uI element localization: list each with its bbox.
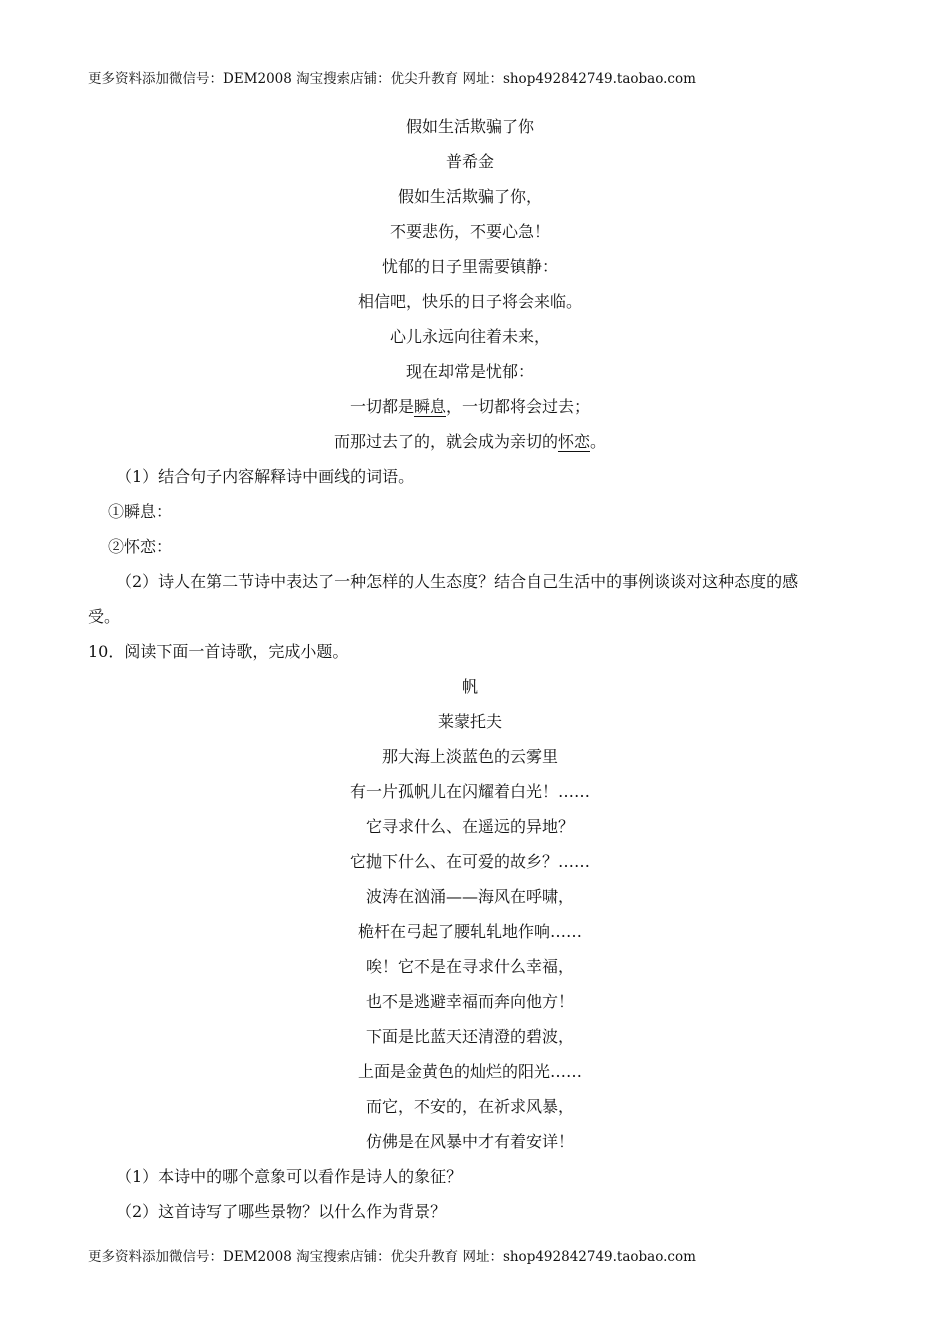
underlined-word: 怀恋 — [557, 432, 590, 451]
sub-question: （2）诗人在第二节诗中表达了一种怎样的人生态度？结合自己生活中的事例谈谈对这种态度的感 — [116, 572, 799, 591]
question-stem: 10．阅读下面一首诗歌，完成小题。 — [88, 642, 349, 661]
poem-line: 有一片孤帆儿在闪耀着白光！…… — [349, 782, 590, 801]
poem-author: 普希金 — [445, 152, 494, 171]
line-text: 而那过去了的，就会成为亲切的 — [333, 432, 558, 451]
page-footer: 更多资料添加微信号：DEM2008 淘宝搜索店铺：优尖升教育 网址：shop492842749.taobao.com — [88, 1249, 696, 1265]
poem-line: 桅杆在弓起了腰轧轧地作响…… — [357, 922, 582, 941]
line-text: ，一切都将会过去； — [446, 397, 591, 416]
sub-question-cont: 受。 — [88, 607, 121, 626]
question-9-parts — [0, 459, 950, 669]
poem-line: 假如生活欺骗了你， — [397, 187, 542, 206]
poem-line: 上面是金黄色的灿烂的阳光…… — [357, 1062, 582, 1081]
poem-line: 波涛在汹涌——海风在呼啸， — [365, 887, 574, 906]
poem-title: 假如生活欺骗了你 — [405, 117, 534, 136]
line-text: 一切都是 — [349, 397, 414, 416]
poem-line: 它抛下什么、在可爱的故乡？…… — [349, 852, 590, 871]
line-text: 。 — [590, 432, 607, 451]
poem-line: 现在却常是忧郁： — [405, 362, 534, 381]
poem-line: 而它，不安的，在祈求风暴， — [365, 1097, 574, 1116]
poem-line: 唉！它不是在寻求什么幸福， — [365, 957, 574, 976]
sub-question: （1）结合句子内容解释诗中画线的词语。 — [116, 467, 415, 486]
poem-lermontov — [0, 669, 950, 1159]
page-header: 更多资料添加微信号：DEM2008 淘宝搜索店铺：优尖升教育 网址：shop492842749.taobao.com — [88, 71, 696, 87]
sub-question: （2）这首诗写了哪些景物？以什么作为背景？ — [116, 1202, 447, 1221]
sub-question: （1）本诗中的哪个意象可以看作是诗人的象征？ — [116, 1167, 463, 1186]
poem-line-underlined — [0, 389, 950, 424]
poem-pushkin — [0, 109, 950, 459]
poem-line: 忧郁的日子里需要镇静： — [381, 257, 558, 276]
answer-item: ②怀恋： — [108, 537, 173, 556]
poem-line: 那大海上淡蓝色的云雾里 — [381, 747, 558, 766]
underlined-word: 瞬息 — [413, 397, 446, 416]
poem-line: 不要悲伤，不要心急！ — [389, 222, 550, 241]
poem-line-underlined — [0, 424, 950, 459]
poem-title: 帆 — [461, 677, 478, 696]
poem-line: 心儿永远向往着未来， — [389, 327, 550, 346]
poem-author: 莱蒙托夫 — [437, 712, 502, 731]
poem-line: 相信吧，快乐的日子将会来临。 — [357, 292, 582, 311]
question-10-parts — [0, 1159, 950, 1229]
poem-line: 它寻求什么、在遥远的异地？ — [365, 817, 574, 836]
poem-line: 也不是逃避幸福而奔向他方！ — [365, 992, 574, 1011]
answer-item: ①瞬息： — [108, 502, 173, 521]
poem-line: 下面是比蓝天还清澄的碧波， — [365, 1027, 574, 1046]
poem-line: 仿佛是在风暴中才有着安详！ — [365, 1132, 574, 1151]
